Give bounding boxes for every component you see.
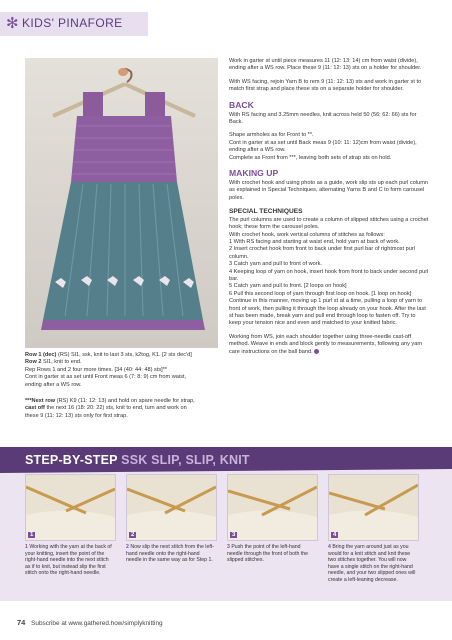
repeat-instruction: Rep Rows 1 and 2 four more times. [34 (40: 44: 48) sts]** (25, 366, 168, 373)
step-2-text: 2 Now slip the next stitch from the left-hand needle onto the right-hand needle in the same way as for Step 1. (126, 544, 214, 563)
special-line-4: 3 Catch yarn and pull to front of work. (229, 261, 322, 268)
pinafore-photo (25, 58, 218, 348)
step-by-step-title: STEP-BY-STEP SSK SLIP, SLIP, KNIT (25, 453, 250, 467)
strap-paragraph-1: Work in garter st until piece measures 11 (12: 13: 14) cm from waist (divide), ending after a WS row. Place these 9 (11: 12: 13) sts on a holder for shoulder. (229, 58, 422, 72)
special-line-6: 5 Catch yarn and pull to front. [2 loops on hook] (229, 283, 347, 290)
step-1-number: 1 (30, 532, 34, 538)
special-line-7: 6 Pull this second loop of yarn through first loop on hook. [1 loop on hook] (229, 290, 412, 297)
section-title: KIDS' PINAFORE (22, 16, 123, 30)
step-3-number: 3 (232, 532, 236, 538)
row-2-instruction: Row 2 Sl1, knit to end. (25, 359, 82, 366)
step-3-photo (227, 474, 318, 541)
step-2-number: 2 (131, 532, 135, 538)
special-line-3: 2 Insert crochet hook from front to back under first purl bar of rightmost purl column. (229, 246, 415, 260)
step-4-number: 4 (333, 532, 337, 538)
continue-instruction-a: Cont in garter st as set until Front meas 6 (7: 8: 9) cm from waist, (25, 374, 187, 381)
page-number: 74 (17, 618, 26, 627)
row-1-instruction: Row 1 (dec) (RS) Sl1, ssk, knit to last 3 sts, k2tog, K1. [2 sts dec'd] (25, 352, 192, 358)
special-line-8: Continue in this manner, moving up 1 purl st at a time, pulling a loop of yarn to front of work, then pulling it through the loop already on your hook. After the last st has been made, break yarn and pull end through loop to fasten off. Try to keep your tension nice and even and matched to your knitted fabric. (229, 298, 426, 327)
subscribe-link[interactable]: Subscribe at www.gathered.how/simplyknitting (31, 620, 163, 627)
first-strap-instruction: these 9 (11: 12: 13) sts only for first strap. (25, 412, 128, 419)
special-line-5: 4 Keeping loop of yarn on hook, insert hook from front to back under second purl bar. (229, 268, 429, 282)
final-paragraph: Working from WS, join each shoulder together using three-needle cast-off method. Weave in ends and block gently to measurements, following any yarn care instructions on the ball band. (229, 333, 423, 355)
special-line-1: With crochet hook, work vertical columns of stitches as follows: (229, 231, 385, 238)
back-armhole-line: Shape armholes as for Front to **. (229, 132, 314, 139)
section-header (0, 12, 148, 36)
step-1-photo (25, 474, 116, 541)
next-row-instruction: ***Next row (RS) K9 (11: 12: 13) and hold on spare needle for strap, (25, 398, 195, 405)
left-column (25, 352, 220, 420)
right-column (229, 58, 429, 356)
continue-instruction-b: ending after a WS row. (25, 381, 82, 388)
making-up-heading: MAKING UP (229, 168, 279, 179)
back-complete-line: Complete as Front from ***, leaving both sets of strap sts on hold. (229, 154, 392, 161)
cast-off-instruction: cast off the next 16 (18: 20: 22) sts, knit to end, turn and work on (25, 405, 187, 412)
end-mark-icon (314, 349, 319, 354)
back-heading: BACK (229, 99, 254, 110)
step-2-photo (126, 474, 217, 541)
back-paragraph-1: With RS facing and 3.25mm needles, knit across held 50 (56: 62: 66) sts for Back. (229, 111, 417, 126)
step-4-text: 4 Bring the yarn around just as you would for a knit stitch and knit these two stitches together. You will now have a single stitch on the right-hand needle, and your two slipped ones will create a left-leaning decrease. (328, 544, 416, 583)
step-3-text: 3 Push the point of the left-hand needle through the front of both the slipped stitches. (227, 544, 309, 563)
flower-asterisk-icon: ✻ (6, 15, 19, 32)
step-1-text: 1 Working with the yarn at the back of your knitting, insert the point of the right-hand needle into the next stitch as if to knit, but instead slip the first stitch onto the right-hand needle. (25, 544, 112, 576)
back-continue-line: Cont in garter st as set until Back meas 9 (10: 11: 12)cm from waist (divide), ending after a WS row. (229, 139, 417, 154)
page-footer (17, 618, 163, 627)
knitted-pinafore-photo (25, 58, 218, 348)
special-line-0: The purl columns are used to create a column of slipped stitches using a crochet hook; these form the carousel poles. (229, 216, 429, 231)
special-line-2: 1 With RS facing and starting at waist end, hold yarn at back of work. (229, 238, 400, 245)
step-4-photo (328, 474, 419, 541)
special-techniques-heading: SPECIAL TECHNIQUES (229, 208, 303, 216)
making-up-paragraph: With crochet hook and using photo as a guide, work slip sts up each purl column as explained in Special Techniques, alternating Yarns B and C to form carousel poles. (229, 180, 428, 201)
strap-paragraph-2: With WS facing, rejoin Yarn B to rem 9 (11: 12: 13) sts and work in garter st to match first strap and place these sts on a separate holder for shoulder. (229, 78, 422, 93)
step-by-step-panel (0, 447, 452, 601)
